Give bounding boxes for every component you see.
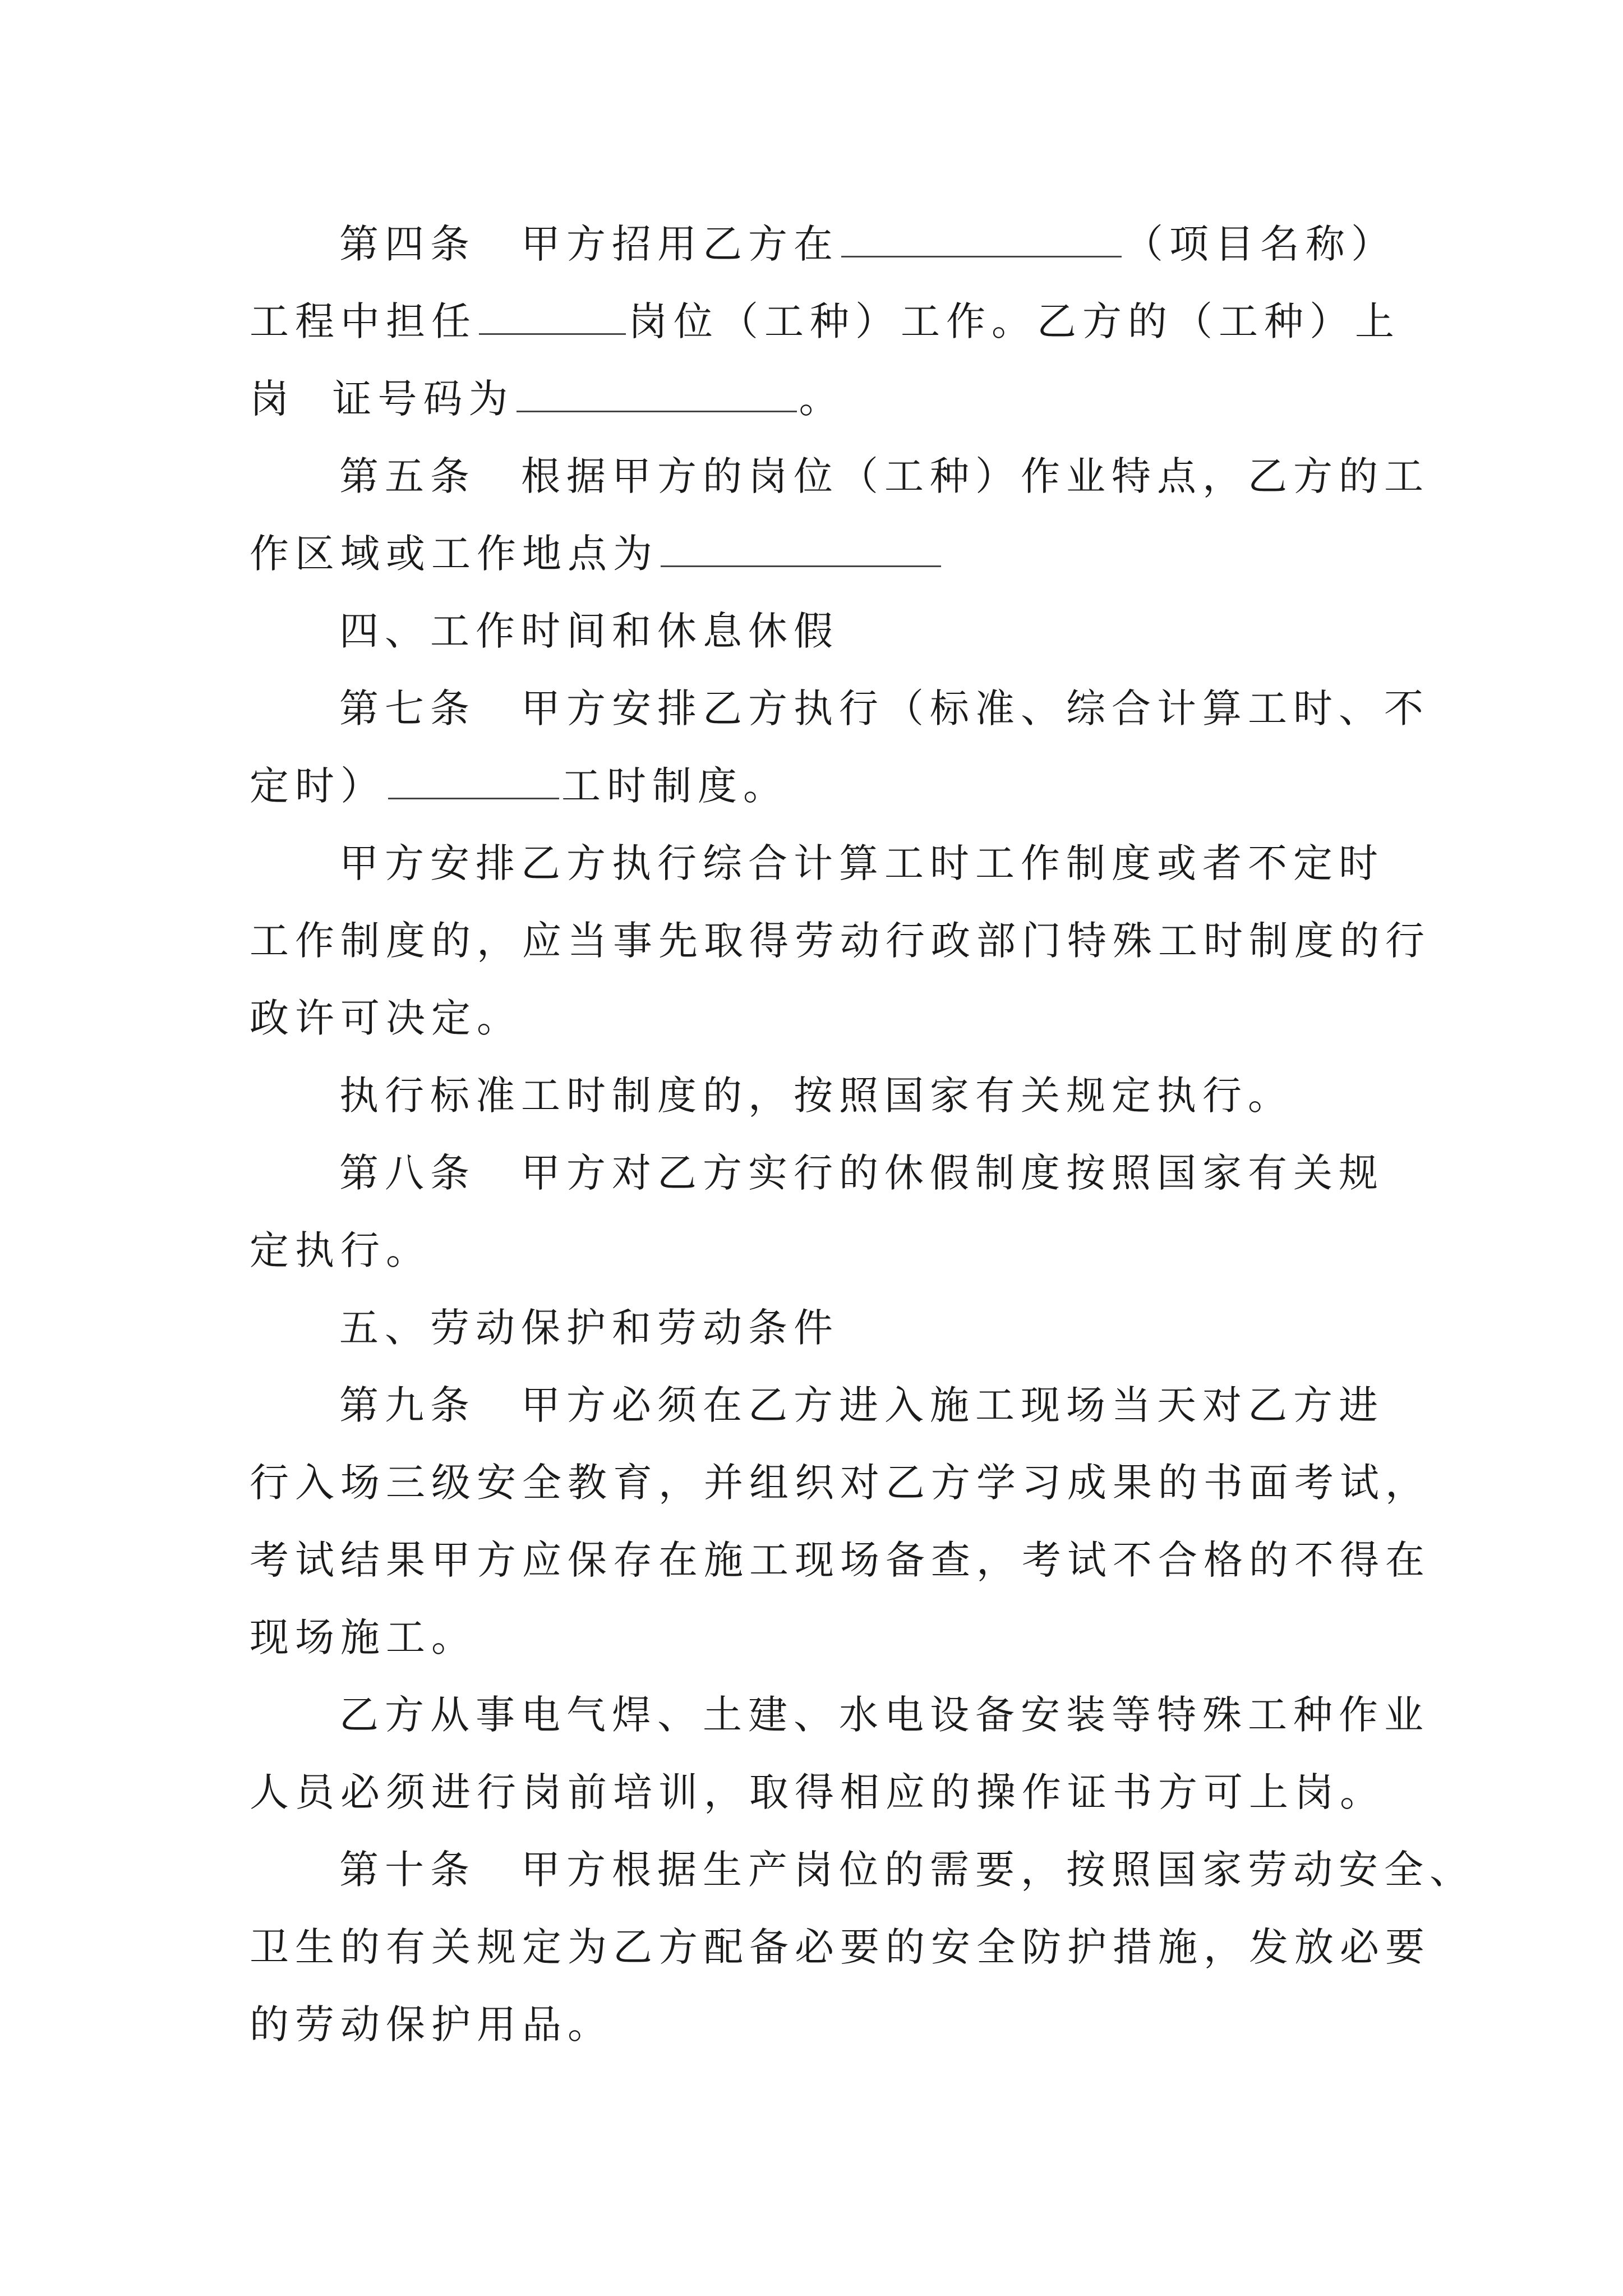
article-7-line-2 (250, 761, 789, 811)
article-4-line-1 (339, 219, 1396, 269)
article-4-position-prefix: 工程中担任 (250, 298, 477, 344)
standard-hours-paragraph: 执行标准工时制度的，按照国家有关规定执行。 (339, 1073, 1293, 1119)
section-5-heading: 五、劳动保护和劳动条件 (339, 1305, 839, 1351)
article-8-line-1: 第八条 甲方对乙方实行的休假制度按照国家有关规 (339, 1150, 1384, 1196)
comprehensive-hours-line-3: 政许可决定。 (250, 995, 522, 1041)
article-9-line-1: 第九条 甲方必须在乙方进入施工现场当天对乙方进 (339, 1382, 1384, 1428)
work-location-blank (661, 531, 941, 567)
certificate-number-blank (517, 376, 797, 412)
working-hours-blank (388, 763, 559, 799)
article-9-line-3: 考试结果甲方应保存在施工现场备查，考试不合格的不得在 (250, 1537, 1431, 1583)
article-10-line-2: 卫生的有关规定为乙方配备必要的安全防护措施，发放必要 (250, 1924, 1431, 1970)
article-4-position-suffix: 岗位（工种）工作。乙方的（工种）上 (628, 298, 1400, 344)
article-10-line-1: 第十条 甲方根据生产岗位的需要，按照国家劳动安全、 (339, 1847, 1475, 1893)
position-blank (479, 298, 626, 335)
article-4-project-label: （项目名称） (1124, 221, 1396, 267)
article-7-suffix: 工时制度。 (561, 763, 789, 809)
article-5-line-2 (250, 528, 943, 579)
article-9-line-4: 现场施工。 (250, 1614, 477, 1660)
article-9-line-2: 行入场三级安全教育，并组织对乙方学习成果的书面考试， (250, 1460, 1431, 1506)
project-name-blank (841, 221, 1122, 257)
article-7-line-1: 第七条 甲方安排乙方执行（标准、综合计算工时、不 (339, 685, 1430, 731)
comprehensive-hours-line-1: 甲方安排乙方执行综合计算工时工作制度或者不定时 (339, 840, 1384, 886)
article-4-line-3 (250, 374, 845, 424)
article-8-line-2: 定执行。 (250, 1227, 431, 1273)
article-4-cert-prefix: 岗 证号码为 (250, 376, 514, 422)
article-7-prefix: 定时） (250, 763, 386, 809)
article-4-line-2 (250, 296, 1400, 347)
article-4-end: 。 (799, 376, 845, 422)
section-4-heading: 四、工作时间和休息休假 (339, 608, 839, 654)
special-trades-line-2: 人员必须进行岗前培训，取得相应的操作证书方可上岗。 (250, 1769, 1385, 1815)
article-4-text: 第四条 甲方招用乙方在 (339, 221, 839, 267)
article-5-line-1: 第五条 根据甲方的岗位（工种）作业特点，乙方的工 (339, 453, 1430, 499)
special-trades-line-1: 乙方从事电气焊、土建、水电设备安装等特殊工种作业 (339, 1692, 1430, 1738)
article-10-line-3: 的劳动保护用品。 (250, 2001, 613, 2047)
article-5-location-prefix: 作区域或工作地点为 (250, 531, 658, 577)
comprehensive-hours-line-2: 工作制度的，应当事先取得劳动行政部门特殊工时制度的行 (250, 918, 1431, 964)
